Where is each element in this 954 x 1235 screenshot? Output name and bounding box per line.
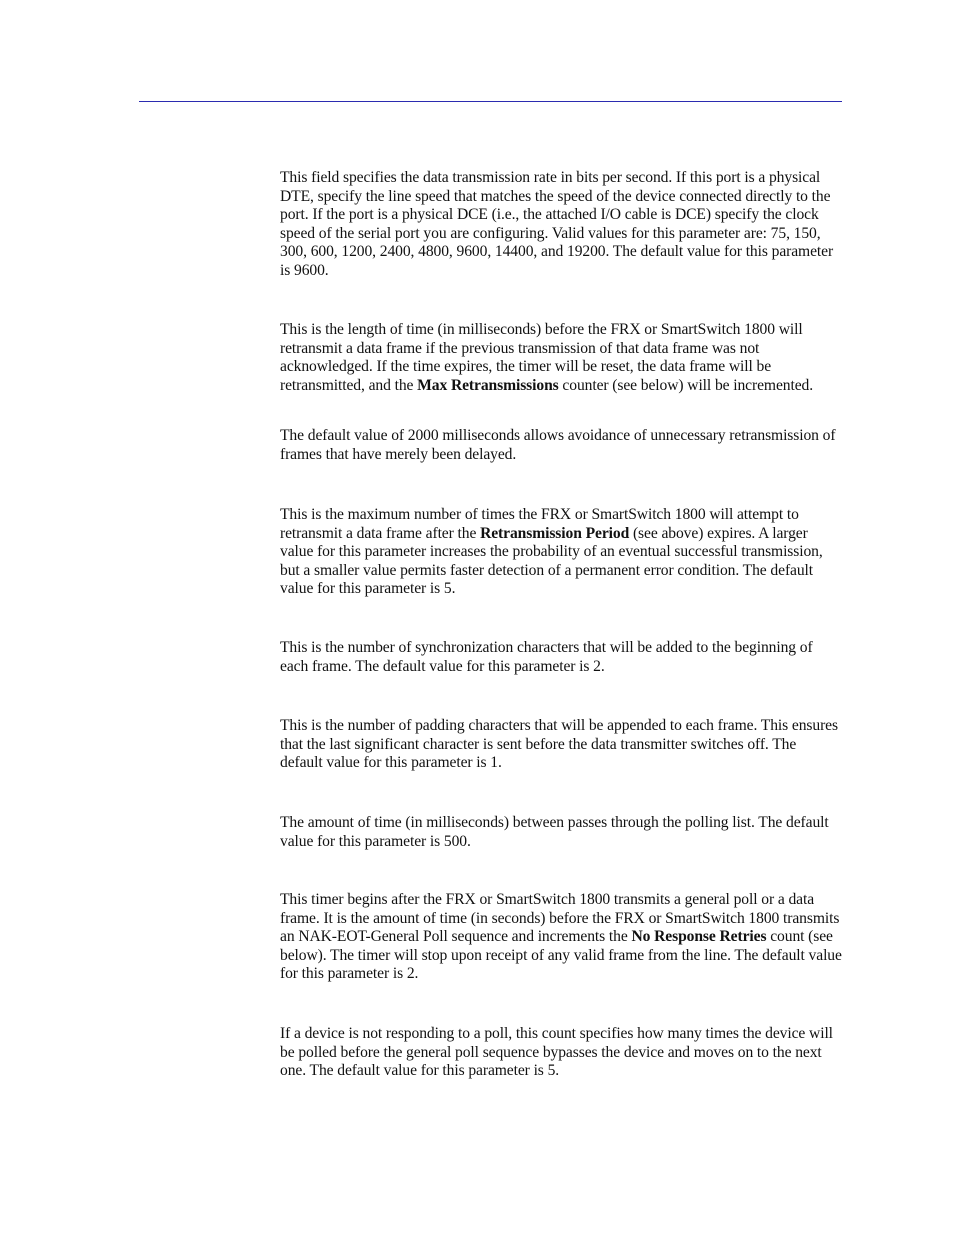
line-speed-description: This field specifies the data transmission rate in bits per second. If this port is a physical DTE, specify the line speed that matches the speed of the device connected directly to the port. If the port is a physical DCE (i.e., the attached I/O cable is DCE) specify the clock speed of the serial port you are configuring. Valid values for this parameter are: 75, 150, 300, 600, 1200, 2400, 4800, 9600, 14400, and 19200. The default value for this parameter is 9600. xyxy=(280,169,834,279)
no-response-timer-text-2: count (see below). The timer will stop upon receipt of any valid frame from the line. The default value for this parameter is 2. xyxy=(280,928,842,983)
poll-interval-description: The amount of time (in milliseconds) between passes through the polling list. The default value for this parameter is 500. xyxy=(280,814,829,850)
header-rule xyxy=(139,101,842,102)
no-response-timer-text-1: This timer begins after the FRX or SmartSwitch 1800 transmits a general poll or a data frame. It is the amount of time (in seconds) before the FRX or SmartSwitch 1800 transmits an NAK-EOT-General Poll sequence and increments the xyxy=(280,891,840,946)
max-retransmissions-reference: Max Retransmissions xyxy=(417,376,559,394)
no-response-retries-description: If a device is not responding to a poll, this count specifies how many times the device will be polled before the general poll sequence bypasses the device and moves on to the next one. The default value for this parameter is 5. xyxy=(280,1025,833,1080)
retransmission-period-text-1: This is the length of time (in milliseconds) before the FRX or SmartSwitch 1800 will retransmit a data frame if the previous transmission of that data frame was not acknowledged. If the time expires, the timer will be reset, the data frame will be retransmitted, and the xyxy=(280,321,803,394)
retransmission-period-reference: Retransmission Period xyxy=(480,524,630,542)
max-retransmissions-text-2: (see above) expires. A larger value for this parameter increases the probability of an eventual successful transmission, but a smaller value permits faster detection of a permanent error condition. The default value for this parameter is 5. xyxy=(280,524,823,598)
retransmission-period-default: The default value of 2000 milliseconds allows avoidance of unnecessary retransmission of frames that have merely been delayed. xyxy=(280,427,836,463)
pad-chars-description: This is the number of padding characters that will be appended to each frame. This ensures that the last significant character is sent before the data transmitter switches off. The default value for this parameter is 1. xyxy=(280,717,838,772)
no-response-retries-reference: No Response Retries xyxy=(631,928,767,946)
retransmission-period-text-2: counter (see below) will be incremented. xyxy=(558,376,814,394)
no-response-timer-description xyxy=(280,891,842,984)
sync-chars-description: This is the number of synchronization characters that will be added to the beginning of each frame. The default value for this parameter is 2. xyxy=(280,639,813,675)
max-retransmissions-text-1: This is the maximum number of times the FRX or SmartSwitch 1800 will attempt to retransmit a data frame after the xyxy=(280,506,799,542)
max-retransmissions-description xyxy=(280,506,842,599)
retransmission-period-description xyxy=(280,321,842,395)
